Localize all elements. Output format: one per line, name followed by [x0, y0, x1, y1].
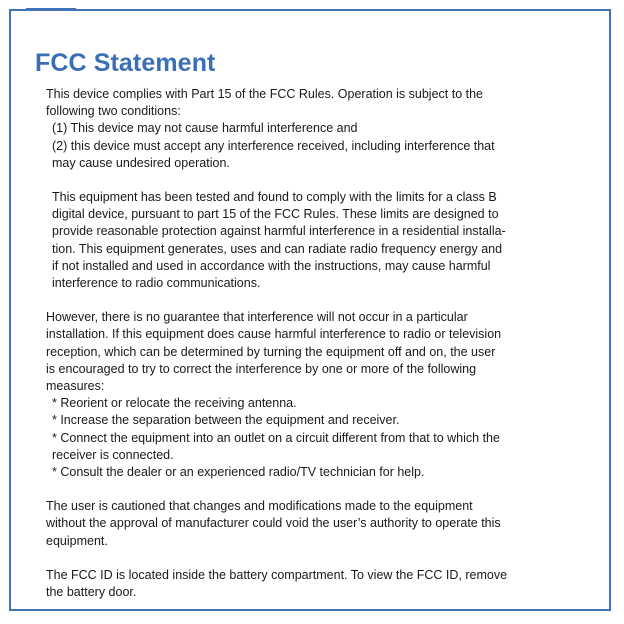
condition-1: (1) This device may not cause harmful interference and [52, 121, 358, 136]
caution-line: The user is cautioned that changes and modifications made to the equipment [46, 499, 473, 514]
caution-line: without the approval of manufacturer could void the user’s authority to operate this [46, 516, 501, 531]
guarantee-line: installation. If this equipment does cause harmful interference to radio or television [46, 327, 502, 342]
testing-line: tion. This equipment generates, uses and can radiate radio frequency energy and [52, 241, 503, 256]
paragraph-gap [46, 292, 536, 309]
fcc-id-line: The FCC ID is located inside the battery compartment. To view the FCC ID, remove [46, 567, 508, 582]
testing-line: digital device, pursuant to part 15 of the FCC Rules. These limits are designed to [52, 207, 499, 222]
measure-item: * Connect the equipment into an outlet on a circuit different from that to which the [52, 430, 500, 445]
guarantee-line: is encouraged to try to correct the interference by one or more of the following [46, 361, 477, 376]
testing-paragraph [46, 189, 536, 292]
compliance-intro-line: following two conditions: [46, 104, 181, 119]
measure-item: * Consult the dealer or an experienced radio/TV technician for help. [52, 465, 425, 480]
guarantee-paragraph [46, 309, 536, 481]
testing-line: provide reasonable protection against harmful interference in a residential installa- [52, 224, 506, 239]
fcc-id-paragraph [46, 567, 536, 601]
testing-line: This equipment has been tested and found to comply with the limits for a class B [52, 190, 497, 205]
caution-paragraph [46, 498, 536, 550]
guarantee-line: However, there is no guarantee that interference will not occur in a particular [46, 310, 468, 325]
measure-item: receiver is connected. [52, 447, 174, 462]
testing-line: if not installed and used in accordance with the instructions, may cause harmful [52, 258, 491, 273]
fcc-id-line: the battery door. [46, 585, 137, 600]
caution-line: equipment. [46, 533, 108, 548]
compliance-intro-line: This device complies with Part 15 of the FCC Rules. Operation is subject to the [46, 87, 483, 101]
page-title: FCC Statement [35, 49, 216, 77]
paragraph-gap [46, 550, 536, 567]
paragraph-gap [46, 172, 536, 189]
guarantee-line: measures: [46, 379, 105, 394]
condition-2: (2) this device must accept any interference received, including interference that [52, 138, 495, 153]
paragraph-gap [46, 481, 536, 498]
testing-line: interference to radio communications. [52, 276, 261, 291]
statement-body [46, 86, 536, 601]
condition-2: may cause undesired operation. [52, 155, 230, 170]
measure-item: * Increase the separation between the equipment and receiver. [52, 413, 400, 428]
measure-item: * Reorient or relocate the receiving antenna. [52, 396, 297, 411]
guarantee-line: reception, which can be determined by turning the equipment off and on, the user [46, 344, 496, 359]
